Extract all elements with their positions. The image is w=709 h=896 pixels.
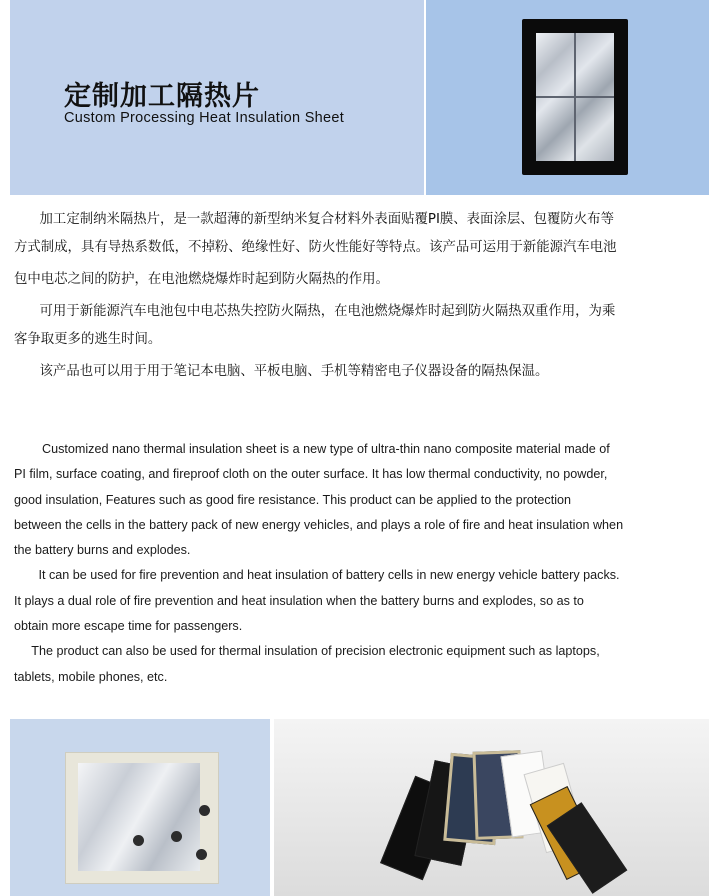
insulation-sheet-image — [522, 19, 628, 175]
mounting-hole — [171, 831, 182, 842]
mounting-hole — [199, 805, 210, 816]
description-en-line: The product can also be used for thermal insulation of precision electronic equipment such as laptops, — [14, 644, 600, 659]
description-en-line: Customized nano thermal insulation sheet is a new type of ultra-thin nano composite material made of — [14, 442, 610, 456]
page-title: 定制加工隔热片 — [64, 81, 260, 112]
foil-surface — [78, 763, 200, 871]
description-en-line: good insulation, Features such as good fire resistance. This product can be applied to the protection — [14, 492, 572, 507]
foil-surface — [536, 33, 614, 161]
description-en — [14, 437, 709, 690]
mounting-hole — [196, 849, 207, 860]
page-subtitle: Custom Processing Heat Insulation Sheet — [64, 110, 345, 126]
insulation-board-image — [65, 752, 219, 884]
description-en-line: the battery burns and explodes. — [14, 543, 191, 558]
description-cn-line: 包中电芯之间的防护，在电池燃烧爆炸时起到防火隔热的作用。 — [14, 272, 389, 287]
description-en-line: It plays a dual role of fire prevention and heat insulation when the battery burns and explodes, so as to — [14, 593, 584, 608]
description-en-line: PI film, surface coating, and fireproof cloth on the outer surface. It has low thermal conductivity, no powder, — [14, 467, 608, 482]
description-en-line: It can be used for fire prevention and heat insulation of battery cells in new energy vehicle battery packs. — [14, 568, 620, 583]
product-photo-board — [10, 719, 270, 896]
description-cn-line: 该产品也可以用于用于笔记本电脑、平板电脑、手机等精密电子仪器设备的隔热保温。 — [14, 364, 549, 379]
description-cn-line: 加工定制纳米隔热片，是一款超薄的新型纳米复合材料外表面贴覆PI膜、表面涂层、包覆防火布等 — [14, 212, 614, 227]
product-photo-fan — [274, 719, 709, 896]
description-cn-line: 方式制成，具有导热系数低，不掉粉、绝缘性好、防火性能好等特点。该产品可运用于新能源汽车电池 — [14, 240, 617, 255]
description-en-line: obtain more escape time for passengers. — [14, 619, 243, 634]
description-cn-line: 客争取更多的逃生时间。 — [14, 332, 162, 347]
description-en-line: between the cells in the battery pack of new energy vehicles, and plays a role of fire and heat insulation when — [14, 517, 624, 532]
description-en-line: tablets, mobile phones, etc. — [14, 669, 168, 684]
description-cn-line: 可用于新能源汽车电池包中电芯热失控防火隔热，在电池燃烧爆炸时起到防火隔热双重作用，为乘 — [14, 304, 616, 319]
description-cn — [14, 208, 709, 388]
mounting-hole — [133, 835, 144, 846]
